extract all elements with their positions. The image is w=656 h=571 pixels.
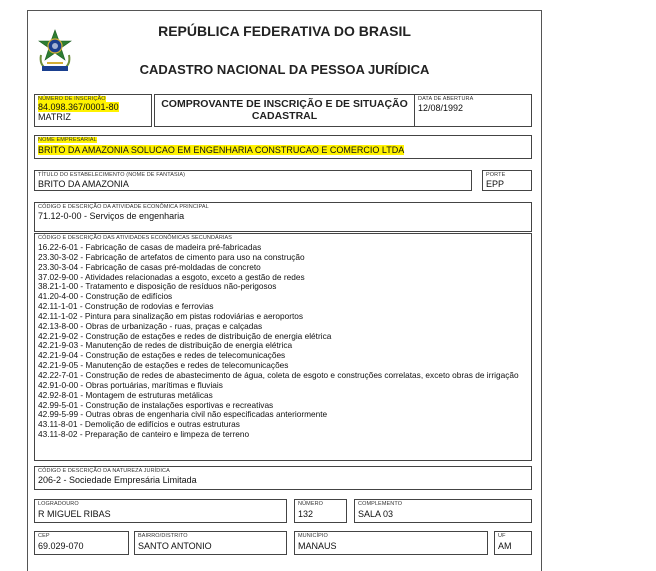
- trade-name-label: TÍTULO DO ESTABELECIMENTO (NOME DE FANTASIA): [38, 172, 186, 178]
- list-item: 16.22-6-01 - Fabricação de casas de madeira pré-fabricadas: [38, 242, 262, 252]
- document-title: COMPROVANTE DE INSCRIÇÃO E DE SITUAÇÃO CADASTRAL: [161, 98, 408, 122]
- size-label: PORTE: [486, 172, 506, 178]
- opening-date-box: [414, 94, 532, 127]
- registration-number: 84.098.367/0001-80: [38, 102, 119, 112]
- address-number-label: NÚMERO: [298, 501, 324, 507]
- list-item: 42.13-8-00 - Obras de urbanização - ruas, praças e calçadas: [38, 320, 263, 331]
- complement: SALA 03: [358, 509, 394, 519]
- registration-type: MATRIZ: [38, 112, 71, 122]
- complement-box: [354, 499, 532, 523]
- list-item: 42.99-5-99 - Outras obras de engenharia civil não especificadas anteriormente: [38, 409, 328, 420]
- registration-number-label: NÚMERO DE INSCRIÇÃO: [38, 96, 106, 102]
- list-item: 23.30-3-04 - Fabricação de casas pré-moldadas de concreto: [38, 261, 261, 272]
- secondary-activities-box: [34, 233, 532, 461]
- district-box: [134, 531, 287, 555]
- legal-nature: 206-2 - Sociedade Empresária Limitada: [38, 475, 197, 485]
- list-item: 23.30-3-02 - Fabricação de artefatos de cimento para uso na construção: [38, 251, 305, 262]
- street: R MIGUEL RIBAS: [38, 509, 111, 519]
- size-box: [482, 170, 532, 191]
- address-number: 132: [298, 509, 314, 519]
- size-value: EPP: [486, 179, 505, 189]
- page-title: CADASTRO NACIONAL DA PESSOA JURÍDICA: [139, 62, 430, 77]
- registration-number-box: [34, 94, 152, 127]
- list-item: 41.20-4-00 - Construção de edifícios: [38, 291, 173, 302]
- company-name-label: NOME EMPRESARIAL: [38, 137, 97, 143]
- cep: 69.029-070: [38, 541, 84, 551]
- city-label: MUNICÍPIO: [298, 533, 328, 539]
- list-item: 42.21-9-05 - Manutenção de estações e redes de telecomunicações: [38, 360, 289, 371]
- street-label: LOGRADOURO: [38, 501, 79, 507]
- legal-nature-box: [34, 466, 532, 490]
- list-item: 42.91-0-00 - Obras portuárias, marítimas e fluviais: [38, 379, 223, 390]
- city: MANAUS: [298, 541, 337, 551]
- cnpj-document: [27, 10, 542, 571]
- address-number-box: [294, 499, 347, 523]
- district: SANTO ANTONIO: [138, 541, 212, 551]
- company-name: BRITO DA AMAZONIA SOLUCAO EM ENGENHARIA CONSTRUCAO E COMERCIO LTDA: [38, 145, 405, 155]
- list-item: 42.99-5-01 - Construção de instalações esportivas e recreativas: [38, 399, 274, 410]
- cep-label: CEP: [38, 533, 50, 539]
- document-title-box: [154, 94, 415, 127]
- secondary-activities-label: CÓDIGO E DESCRIÇÃO DAS ATIVIDADES ECONÔMICAS SECUNDÁRIAS: [38, 235, 233, 241]
- list-item: 43.11-8-01 - Demolição de edifícios e outras estruturas: [38, 419, 240, 430]
- list-item: 37.02-9-00 - Atividades relacionadas a esgoto, exceto a gestão de redes: [38, 271, 305, 282]
- uf-box: [494, 531, 532, 555]
- country-title: REPÚBLICA FEDERATIVA DO BRASIL: [158, 23, 411, 39]
- complement-label: COMPLEMENTO: [358, 501, 403, 507]
- legal-nature-label: CÓDIGO E DESCRIÇÃO DA NATUREZA JURÍDICA: [38, 468, 170, 474]
- opening-date: 12/08/1992: [418, 103, 464, 113]
- list-item: 38.21-1-00 - Tratamento e disposição de resíduos não-perigosos: [38, 281, 277, 292]
- district-label: BAIRRO/DISTRITO: [138, 533, 188, 539]
- street-box: [34, 499, 287, 523]
- cep-box: [34, 531, 129, 555]
- list-item: 42.11-1-01 - Construção de rodovias e ferrovias: [38, 301, 214, 312]
- list-item: 42.22-7-01 - Construção de redes de abastecimento de água, coleta de esgoto e construções correlatas, exceto obras de irrigação: [38, 369, 519, 380]
- list-item: 43.11-8-02 - Preparação de canteiro e limpeza de terreno: [38, 429, 250, 440]
- secondary-activities-list: [38, 243, 528, 440]
- opening-date-label: DATA DE ABERTURA: [418, 96, 474, 102]
- main-activity-box: [34, 202, 532, 232]
- list-item: 42.92-8-01 - Montagem de estruturas metálicas: [38, 389, 213, 400]
- city-box: [294, 531, 488, 555]
- list-item: 42.11-1-02 - Pintura para sinalização em pistas rodoviárias e aeroportos: [38, 310, 304, 321]
- company-name-box: [34, 135, 532, 159]
- list-item: 42.21-9-03 - Manutenção de redes de distribuição de energia elétrica: [38, 340, 293, 351]
- list-item: 42.21-9-04 - Construção de estações e redes de telecomunicações: [38, 350, 286, 361]
- trade-name: BRITO DA AMAZONIA: [38, 179, 129, 189]
- list-item: 42.21-9-02 - Construção de estações e redes de distribuição de energia elétrica: [38, 330, 332, 341]
- trade-name-box: [34, 170, 472, 191]
- main-activity: 71.12-0-00 - Serviços de engenharia: [38, 211, 185, 221]
- main-activity-label: CÓDIGO E DESCRIÇÃO DA ATIVIDADE ECONÔMICA PRINCIPAL: [38, 204, 209, 210]
- uf-label: UF: [498, 533, 506, 539]
- uf: AM: [498, 541, 512, 551]
